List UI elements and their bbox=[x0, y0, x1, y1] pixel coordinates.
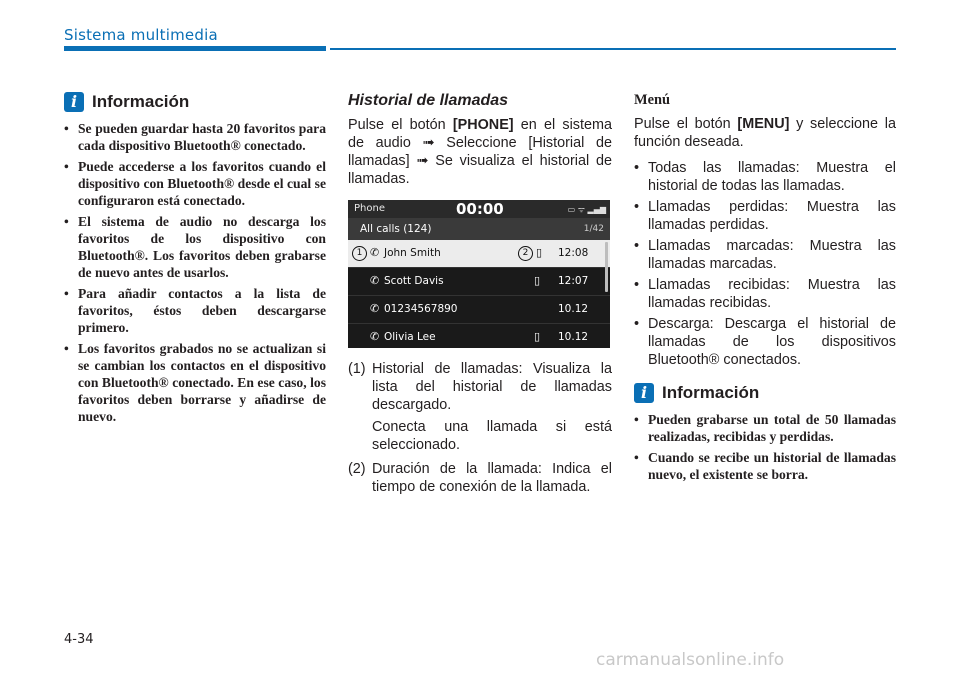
phone-device-icon: ▯ bbox=[534, 330, 541, 343]
numbered-item-extra: Conecta una llamada si está seleccionado. bbox=[372, 419, 612, 453]
scrollbar-thumb bbox=[605, 242, 608, 292]
header-title: Sistema multimedia bbox=[64, 26, 218, 44]
screen-sub-bar bbox=[348, 218, 610, 240]
call-row bbox=[348, 268, 610, 296]
info-title: Información bbox=[662, 383, 760, 402]
menu-bullet: • Todas las llamadas: Muestra el historial de todas las llamadas. bbox=[634, 159, 896, 195]
menu-bullet-list bbox=[634, 159, 896, 369]
call-icon: ✆ bbox=[370, 274, 380, 287]
info-bullet-list bbox=[64, 120, 326, 425]
call-name: 01234567890 bbox=[384, 303, 458, 315]
section-title: Historial de llamadas bbox=[348, 92, 509, 109]
call-name: Scott Davis bbox=[384, 275, 444, 287]
menu-bullet: • Llamadas recibidas: Muestra las llamadas recibidas. bbox=[634, 276, 896, 312]
info-bullet: • El sistema de audio no descarga los favoritos de los dispositivo con Bluetooth®. Los favoritos deben grabarse de nuevo antes de usarlos. bbox=[64, 213, 326, 281]
page-count: 1/42 bbox=[583, 224, 604, 234]
header-bar-right bbox=[330, 48, 896, 50]
menu-bullet: • Llamadas perdidas: Muestra las llamadas perdidas. bbox=[634, 198, 896, 234]
status-icons: ▭ ᯤ ▂▄▆ bbox=[567, 205, 606, 214]
marker-1: 1 bbox=[352, 246, 367, 261]
info-bullet: • Puede accederse a los favoritos cuando el dispositivo con Bluetooth® desde el cual se configuraron está conectado. bbox=[64, 158, 326, 209]
phone-button-label: [PHONE] bbox=[452, 117, 514, 133]
info-title: Información bbox=[92, 92, 190, 111]
marker-2: 2 bbox=[518, 246, 533, 261]
watermark: carmanualsonline.info bbox=[596, 650, 785, 670]
info-bullet: • Se pueden guardar hasta 20 favoritos para cada dispositivo Bluetooth® conectado. bbox=[64, 120, 326, 154]
info-bullet: • Cuando se recibe un historial de llamadas nuevo, el existente se borra. bbox=[634, 449, 896, 483]
column-historial bbox=[348, 92, 612, 500]
menu-bullet: • Descarga: Descarga el historial de llamadas de los dispositivos Bluetooth® conectados. bbox=[634, 315, 896, 369]
all-calls-label: All calls (124) bbox=[360, 223, 432, 235]
info-bullet-list bbox=[634, 411, 896, 483]
call-row bbox=[348, 240, 610, 268]
phone-device-icon: ▯ bbox=[536, 246, 543, 259]
menu-button-label: [MENU] bbox=[737, 116, 790, 132]
info-icon: i bbox=[634, 383, 654, 403]
call-row bbox=[348, 296, 610, 324]
info-bullet: • Los favoritos grabados no se actualizan si se cambian los contactos en el dispositivo con Bluetooth® conectado. En ese caso, los favoritos deben borrarse y añadirse de nuevo. bbox=[64, 340, 326, 425]
call-icon: ✆ bbox=[370, 330, 380, 343]
menu-bullet: • Llamadas marcadas: Muestra las llamadas marcadas. bbox=[634, 237, 896, 273]
menu-title: Menú bbox=[634, 92, 670, 108]
column-favoritos-info bbox=[64, 92, 326, 429]
numbered-item: (1) Historial de llamadas: Visualiza la lista del historial de llamadas descargado. bbox=[348, 361, 612, 413]
call-name: Olivia Lee bbox=[384, 331, 436, 343]
call-icon: ✆ bbox=[370, 302, 380, 315]
info-icon: i bbox=[64, 92, 84, 112]
menu-intro: Pulse el botón [MENU] y seleccione la función deseada. bbox=[634, 116, 896, 150]
header-bar-left bbox=[64, 46, 326, 51]
call-time: 12:07 bbox=[558, 275, 589, 287]
info-bullet: • Para añadir contactos a la lista de favoritos, éstos deben descargarse primero. bbox=[64, 285, 326, 336]
info-header bbox=[634, 383, 896, 403]
info-header bbox=[64, 92, 326, 112]
phone-device-icon: ▯ bbox=[534, 274, 541, 287]
call-time: 10.12 bbox=[558, 331, 589, 343]
screen-phone-label: Phone bbox=[354, 203, 385, 214]
call-time: 10.12 bbox=[558, 303, 589, 315]
call-row bbox=[348, 324, 610, 348]
numbered-list bbox=[348, 360, 612, 496]
call-name: John Smith bbox=[384, 247, 441, 259]
screen-top-bar bbox=[348, 200, 610, 218]
numbered-item: (2) Duración de la llamada: Indica el tiempo de conexión de la llamada. bbox=[348, 461, 612, 495]
page-number: 4-34 bbox=[64, 632, 94, 647]
call-history-screenshot bbox=[348, 200, 610, 348]
call-icon: ✆ bbox=[370, 246, 380, 259]
screen-clock: 00:00 bbox=[456, 200, 504, 218]
call-time: 12:08 bbox=[558, 247, 589, 259]
column-menu bbox=[634, 92, 896, 487]
info-bullet: • Pueden grabarse un total de 50 llamadas realizadas, recibidas y perdidas. bbox=[634, 411, 896, 445]
intro-paragraph: Pulse el botón [PHONE] en el sistema de audio ➟ Seleccione [Historial de llamadas] ➟ Se visualiza el historial de llamadas. bbox=[348, 117, 612, 187]
